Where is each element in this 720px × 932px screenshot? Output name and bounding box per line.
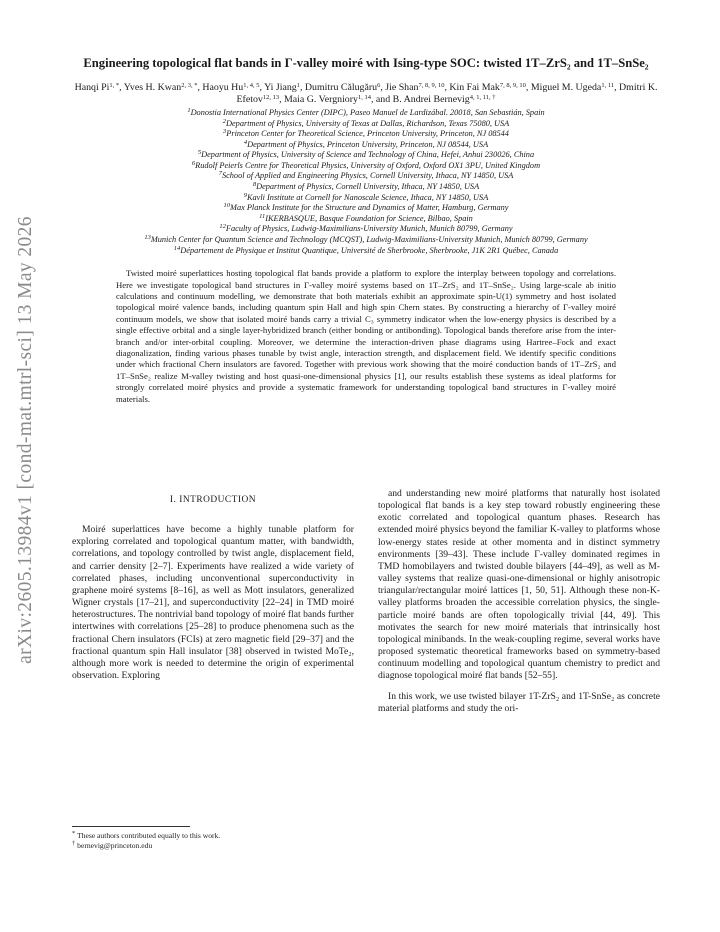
affiliation-item: $^{11}$IKERBASQUE, Basque Foundation for Science, Bilbao, Spain <box>259 212 473 223</box>
right-column <box>378 488 660 715</box>
affiliation-item: $^4$Department of Physics, Princeton University, Princeton, NJ 08544, USA <box>243 138 489 149</box>
author-name: Haoyu Hu$^{1, 4, 5}$, <box>202 81 262 93</box>
author-name: and B. Andrei Bernevig$^{4, 1, 11, \dagger}$ <box>375 93 496 105</box>
paper-page <box>72 56 660 405</box>
affiliation-item: $^3$Princeton Center for Theoretical Science, Princeton University, Princeton, NJ 08544 <box>223 128 509 139</box>
affiliation-item: $^5$Department of Physics, University of Science and Technology of China, Hefei, Anhui 230026, China <box>197 149 535 160</box>
affiliation-item: $^6$Rudolf Peierls Centre for Theoretical Physics, University of Oxford, Oxford OX1 3PU, United Kingdom <box>191 159 541 170</box>
paragraph: In this work, we use twisted bilayer 1T-ZrS₂ and 1T-SnSe₂ as concrete material platforms and study the ori- <box>378 690 660 714</box>
arxiv-identifier-stamp <box>8 200 44 680</box>
abstract: Twisted moiré superlattices hosting topological flat bands provide a platform to explore the interplay between topology and correlations. Here we investigate topological band structures in Γ-valley moiré systems based on 1T–ZrS₂ and 1T–SnSe₂. Using large-scale ab initio calculations and continuum modelling, we demonstrate that both materials exhibit an approximate spin-U(1) symmetry and host isolated topological moiré valence bands, including quantum spin Hall and high spin Chern states. By constructing a hierarchy of Γ-valley moiré continuum models, we show that isolated moiré bands carry a trivial C₃ symmetry indicator when the low-energy physics is described by a single effective orbital and a single layer-hybridized branch (either bonding or antibonding). Topological bands therefore arise from the inter-branch and/or inter-orbital coupling. Moreover, we determine the interaction-driven phase diagrams using Hartree–Fock and exact diagonalization, finding various phases tunable by twist angle, interaction strength, and displacement field. We identify specific conditions under which fractional Chern insulators are favored. Together with previous work showing that the moiré conduction bands of 1T–ZrS₂ and 1T–SnSe₂ realize M-valley twisting and host quasi-one-dimensional physics [1], our results establish these systems as ideal platforms for strongly correlated moiré physics and provide a systematic framework for understanding topological band structures in Γ-valley moiré materials. <box>116 268 616 404</box>
paragraph: and understanding new moiré platforms that naturally host isolated topological flat bands is a key step toward robustly engineering these exotic correlated and topological quantum phases. Research has extended moiré physics beyond the familiar K-valley to platforms whose low-energy states reside at other momenta and in distinct symmetry environments [39–43]. These include Γ-valley dominated regimes in TMD homobilayers and twisted double bilayers [44–49], as well as M-valley systems that realize quasi-one-dimensional or highly anisotropic triangular/rectangular moiré lattices [1, 50, 51]. Although these non-K-valley platforms broaden the accessible correlation physics, the single-particle moiré bands are often topologically trivial [44, 49]. This motivates the search for new moiré materials that intrinsically host topological minibands. In the weak-coupling regime, several works have proposed systematic theoretical frameworks based on symmetry-based continuum modelling and topological quantum chemistry to predict and diagnose topological moiré flat bands [52–55]. <box>378 488 660 682</box>
affiliation-item: $^{10}$Max Planck Institute for the Structure and Dynamics of Matter, Hamburg, Germany <box>223 202 509 213</box>
affiliation-item: $^9$Kavli Institute at Cornell for Nanoscale Science, Ithaca, NY 14850, USA <box>243 191 489 202</box>
author-name: Dumitru Călugăru$^6$, <box>304 81 383 93</box>
author-name: Hanqi $Pi^{1, *}$, <box>74 81 122 93</box>
paragraph: Moiré superlattices have become a highly tunable platform for exploring correlated and topological quantum matter, with bandwidth, correlations, and topology controlled by twist angle, displacement field, and carrier density [2–7]. Experiments have realized a wide variety of correlated phases, including unconventional superconductivity in graphene moiré systems [8–16], as well as Mott insulators, generalized Wigner crystals [17–21], and superconductivity [22–24] in TMD moiré heterostructures. The nontrivial band topology of moiré flat bands further intertwines with correlations [25–28] to produce phenomena such as the fractional Chern insulators (FCIs) at zero magnetic field [29–37] and the fractional quantum spin Hall insulator [38] observed in twisted MoTe₂, although more work is needed to determine the origin of experimental observation. Exploring <box>72 524 354 682</box>
affiliation-item: $^7$School of Applied and Engineering Physics, Cornell University, Ithaca, NY 14850, USA <box>218 170 514 181</box>
author-name: Dmitri K. Efetov$^{12, 13}$, <box>236 81 658 105</box>
author-name: Jie Shan$^{7, 8, 9, 10}$, <box>385 81 447 93</box>
affiliation-item: $^1$Donostia International Physics Center (DIPC), Paseo Manuel de Lardizábal. 20018, San Sebastián, Spain <box>187 106 545 117</box>
affiliation-item: $^2$Department of Physics, University of Texas at Dallas, Richardson, Texas 75080, USA <box>222 117 510 128</box>
author-name: Maia G. Vergniory$^{1, 14}$, <box>284 93 374 105</box>
affiliation-item: $^{13}$Munich Center for Quantum Science and Technology (MCQST), Ludwig-Maximilians-University Munich, Munich 80799, Germany <box>144 234 588 245</box>
affiliation-item: $^8$Department of Physics, Cornell University, Ithaca, NY 14850, USA <box>252 181 480 192</box>
author-name: Yi Jiang$^1$, <box>264 81 303 93</box>
affiliation-item: $^{12}$Faculty of Physics, Ludwig-Maximilians-University Munich, Munich 80799, Germany <box>219 223 513 234</box>
two-column-body <box>72 488 660 715</box>
section-heading-introduction: I. INTRODUCTION <box>169 495 257 505</box>
footnote-rule <box>72 826 190 827</box>
author-name: Miguel M. Ugeda$^{1, 11}$, <box>530 81 617 93</box>
affiliation-list <box>72 108 660 256</box>
arxiv-identifier: arXiv:2605.13984v1 [cond-mat.mtrl-sci] 13 May 2026 <box>15 216 36 664</box>
affiliation-item: $^{14}$Département de Physique et Institut Quantique, Université de Sherbrooke, Sherbrooke, J1K 2R1 Québec, Canada <box>173 244 559 255</box>
paper-title: Engineering topological flat bands in Γ-valley moiré with Ising-type SOC: twisted 1T–ZrS₂ and 1T–SnSe₂ <box>83 56 649 70</box>
author-name: Yves H. Kwan$^{2, 3, *}$, <box>123 81 200 93</box>
author-list <box>72 82 660 106</box>
footnotes <box>72 826 354 851</box>
footnote-email: † bernevig@princeton.edu <box>72 840 153 850</box>
author-name: Kin Fai Mak$^{7, 8, 9, 10}$, <box>449 81 529 93</box>
footnote-equal-contribution: * These authors contributed equally to this work. <box>72 830 221 840</box>
left-column <box>72 488 354 715</box>
